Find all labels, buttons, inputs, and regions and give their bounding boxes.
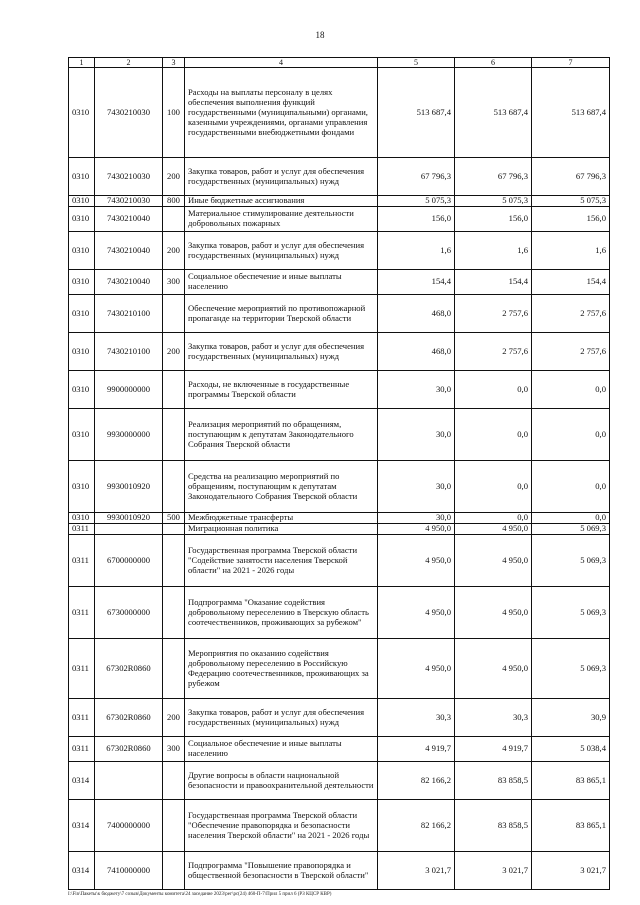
- cell-c6: 0,0: [455, 371, 532, 409]
- cell-c7: 83 865,1: [532, 762, 610, 800]
- cell-c5: 30,0: [378, 513, 455, 524]
- cell-c2: 67302R0860: [95, 699, 163, 737]
- cell-c5: 4 950,0: [378, 639, 455, 699]
- cell-c3: [163, 207, 185, 232]
- cell-c2: [95, 762, 163, 800]
- cell-c3: [163, 587, 185, 639]
- table-row: [69, 270, 610, 295]
- cell-c4: Закупка товаров, работ и услуг для обеспечения государственных (муниципальных) нужд: [185, 158, 378, 196]
- table-row: [69, 852, 610, 890]
- cell-c1: 0311: [69, 587, 95, 639]
- cell-c7: 5 069,3: [532, 524, 610, 535]
- table-row: [69, 639, 610, 699]
- cell-c3: 200: [163, 158, 185, 196]
- cell-c1: 0310: [69, 295, 95, 333]
- table-row: [69, 371, 610, 409]
- table-row: [69, 762, 610, 800]
- cell-c3: [163, 371, 185, 409]
- table-row: [69, 295, 610, 333]
- cell-c6: 4 950,0: [455, 587, 532, 639]
- cell-c4: Социальное обеспечение и иные выплаты населению: [185, 270, 378, 295]
- cell-c5: 30,0: [378, 461, 455, 513]
- cell-c2: 9930010920: [95, 461, 163, 513]
- cell-c6: 2 757,6: [455, 295, 532, 333]
- cell-c4: Иные бюджетные ассигнования: [185, 196, 378, 207]
- cell-c1: 0310: [69, 68, 95, 158]
- cell-c4: Государственная программа Тверской области "Содействие занятости населения Тверской области" на 2021 - 2026 годы: [185, 535, 378, 587]
- cell-c3: [163, 524, 185, 535]
- cell-c7: 3 021,7: [532, 852, 610, 890]
- cell-c3: [163, 409, 185, 461]
- cell-c2: [95, 524, 163, 535]
- cell-c3: [163, 295, 185, 333]
- cell-c5: 154,4: [378, 270, 455, 295]
- cell-c7: 0,0: [532, 371, 610, 409]
- cell-c2: 7430210040: [95, 232, 163, 270]
- cell-c5: 156,0: [378, 207, 455, 232]
- cell-c4: Расходы на выплаты персоналу в целях обеспечения выполнения функций государственными (муниципальными) органами, казенными учреждениями, органами управления государственными внебюджетными фондами: [185, 68, 378, 158]
- cell-c1: 0310: [69, 371, 95, 409]
- cell-c3: 300: [163, 737, 185, 762]
- cell-c7: 0,0: [532, 409, 610, 461]
- cell-c7: 5 069,3: [532, 639, 610, 699]
- column-header: 7: [532, 58, 610, 68]
- cell-c1: 0310: [69, 409, 95, 461]
- cell-c6: 4 950,0: [455, 535, 532, 587]
- cell-c6: 4 950,0: [455, 524, 532, 535]
- cell-c1: 0311: [69, 639, 95, 699]
- budget-table: [68, 57, 610, 890]
- cell-c7: 2 757,6: [532, 295, 610, 333]
- table-row: [69, 158, 610, 196]
- cell-c3: 200: [163, 699, 185, 737]
- cell-c4: Закупка товаров, работ и услуг для обеспечения государственных (муниципальных) нужд: [185, 333, 378, 371]
- cell-c1: 0310: [69, 333, 95, 371]
- table-row: [69, 587, 610, 639]
- table-row: [69, 409, 610, 461]
- cell-c4: Подпрограмма "Оказание содействия добровольному переселению в Тверскую область соотечественников, проживающих за рубежом": [185, 587, 378, 639]
- table-row: [69, 513, 610, 524]
- cell-c5: 4 919,7: [378, 737, 455, 762]
- table-row: [69, 333, 610, 371]
- cell-c1: 0314: [69, 852, 95, 890]
- cell-c5: 30,3: [378, 699, 455, 737]
- cell-c7: 67 796,3: [532, 158, 610, 196]
- cell-c2: 7430210040: [95, 207, 163, 232]
- cell-c2: 7410000000: [95, 852, 163, 890]
- cell-c6: 154,4: [455, 270, 532, 295]
- cell-c7: 5 038,4: [532, 737, 610, 762]
- cell-c4: Обеспечение мероприятий по противопожарной пропаганде на территории Тверской области: [185, 295, 378, 333]
- cell-c7: 0,0: [532, 461, 610, 513]
- column-header: 1: [69, 58, 95, 68]
- cell-c6: 3 021,7: [455, 852, 532, 890]
- cell-c4: Реализация мероприятий по обращениям, поступающим к депутатам Законодательного Собрания Тверской области: [185, 409, 378, 461]
- cell-c1: 0310: [69, 513, 95, 524]
- cell-c1: 0311: [69, 699, 95, 737]
- column-header: 3: [163, 58, 185, 68]
- cell-c6: 0,0: [455, 409, 532, 461]
- cell-c7: 0,0: [532, 513, 610, 524]
- cell-c2: 7430210100: [95, 333, 163, 371]
- cell-c5: 513 687,4: [378, 68, 455, 158]
- cell-c3: 300: [163, 270, 185, 295]
- cell-c4: Миграционная политика: [185, 524, 378, 535]
- cell-c1: 0310: [69, 270, 95, 295]
- file-path-footer: I:\Fin\Пакеты\к бюджету\7 созыв\Документы комитета\24 заседание 2023\рег\рс(24) 460-П-7\Прил 5 прил 6 (РЗ КЦСР КВР): [68, 892, 332, 897]
- cell-c2: 7400000000: [95, 800, 163, 852]
- cell-c3: [163, 461, 185, 513]
- cell-c3: [163, 762, 185, 800]
- cell-c5: 468,0: [378, 333, 455, 371]
- column-header: 2: [95, 58, 163, 68]
- cell-c5: 82 166,2: [378, 800, 455, 852]
- cell-c5: 30,0: [378, 409, 455, 461]
- cell-c3: 200: [163, 333, 185, 371]
- cell-c2: 6730000000: [95, 587, 163, 639]
- cell-c4: Закупка товаров, работ и услуг для обеспечения государственных (муниципальных) нужд: [185, 232, 378, 270]
- cell-c4: Мероприятия по оказанию содействия добровольному переселению в Российскую Федерацию соотечественников, проживающих за рубежом: [185, 639, 378, 699]
- cell-c6: 83 858,5: [455, 800, 532, 852]
- cell-c6: 5 075,3: [455, 196, 532, 207]
- cell-c4: Государственная программа Тверской области "Обеспечение правопорядка и безопасности населения Тверской области" на 2021 - 2026 годы: [185, 800, 378, 852]
- cell-c6: 67 796,3: [455, 158, 532, 196]
- cell-c1: 0311: [69, 524, 95, 535]
- cell-c6: 4 950,0: [455, 639, 532, 699]
- cell-c1: 0310: [69, 158, 95, 196]
- cell-c1: 0310: [69, 232, 95, 270]
- cell-c3: 500: [163, 513, 185, 524]
- cell-c1: 0311: [69, 737, 95, 762]
- cell-c7: 5 069,3: [532, 535, 610, 587]
- table-row: [69, 737, 610, 762]
- cell-c2: 67302R0860: [95, 639, 163, 699]
- cell-c7: 156,0: [532, 207, 610, 232]
- cell-c5: 30,0: [378, 371, 455, 409]
- cell-c5: 4 950,0: [378, 524, 455, 535]
- cell-c4: Закупка товаров, работ и услуг для обеспечения государственных (муниципальных) нужд: [185, 699, 378, 737]
- cell-c1: 0314: [69, 762, 95, 800]
- cell-c3: [163, 800, 185, 852]
- cell-c2: 9930010920: [95, 513, 163, 524]
- cell-c4: Расходы, не включенные в государственные программы Тверской области: [185, 371, 378, 409]
- cell-c1: 0310: [69, 461, 95, 513]
- cell-c1: 0311: [69, 535, 95, 587]
- column-header: 6: [455, 58, 532, 68]
- cell-c2: 67302R0860: [95, 737, 163, 762]
- cell-c7: 5 075,3: [532, 196, 610, 207]
- cell-c2: 7430210040: [95, 270, 163, 295]
- cell-c4: Средства на реализацию мероприятий по обращениям, поступающим к депутатам Законодательного Собрания Тверской области: [185, 461, 378, 513]
- table-row: [69, 461, 610, 513]
- table-header-row: [69, 58, 610, 68]
- cell-c2: 6700000000: [95, 535, 163, 587]
- cell-c6: 513 687,4: [455, 68, 532, 158]
- cell-c6: 4 919,7: [455, 737, 532, 762]
- cell-c7: 513 687,4: [532, 68, 610, 158]
- cell-c4: Материальное стимулирование деятельности добровольных пожарных: [185, 207, 378, 232]
- cell-c6: 1,6: [455, 232, 532, 270]
- table-row: [69, 232, 610, 270]
- cell-c4: Подпрограмма "Повышение правопорядка и общественной безопасности в Тверской области": [185, 852, 378, 890]
- cell-c6: 2 757,6: [455, 333, 532, 371]
- cell-c6: 0,0: [455, 461, 532, 513]
- cell-c4: Межбюджетные трансферты: [185, 513, 378, 524]
- cell-c3: [163, 852, 185, 890]
- cell-c3: 800: [163, 196, 185, 207]
- table-row: [69, 699, 610, 737]
- column-header: 5: [378, 58, 455, 68]
- table-row: [69, 535, 610, 587]
- cell-c2: 7430210100: [95, 295, 163, 333]
- cell-c5: 1,6: [378, 232, 455, 270]
- cell-c5: 67 796,3: [378, 158, 455, 196]
- cell-c5: 4 950,0: [378, 535, 455, 587]
- cell-c3: [163, 535, 185, 587]
- cell-c3: 200: [163, 232, 185, 270]
- cell-c6: 30,3: [455, 699, 532, 737]
- cell-c2: 7430210030: [95, 158, 163, 196]
- cell-c7: 83 865,1: [532, 800, 610, 852]
- cell-c5: 4 950,0: [378, 587, 455, 639]
- table-row: [69, 68, 610, 158]
- cell-c5: 468,0: [378, 295, 455, 333]
- cell-c6: 156,0: [455, 207, 532, 232]
- cell-c6: 83 858,5: [455, 762, 532, 800]
- cell-c3: 100: [163, 68, 185, 158]
- cell-c4: Другие вопросы в области национальной безопасности и правоохранительной деятельности: [185, 762, 378, 800]
- cell-c2: 7430210030: [95, 196, 163, 207]
- table-row: [69, 196, 610, 207]
- page-number: 18: [315, 30, 325, 40]
- cell-c1: 0314: [69, 800, 95, 852]
- cell-c1: 0310: [69, 207, 95, 232]
- cell-c1: 0310: [69, 196, 95, 207]
- cell-c5: 5 075,3: [378, 196, 455, 207]
- cell-c2: 9930000000: [95, 409, 163, 461]
- cell-c6: 0,0: [455, 513, 532, 524]
- cell-c5: 3 021,7: [378, 852, 455, 890]
- table-row: [69, 524, 610, 535]
- cell-c2: 7430210030: [95, 68, 163, 158]
- cell-c3: [163, 639, 185, 699]
- cell-c4: Социальное обеспечение и иные выплаты населению: [185, 737, 378, 762]
- cell-c7: 5 069,3: [532, 587, 610, 639]
- cell-c2: 9900000000: [95, 371, 163, 409]
- column-header: 4: [185, 58, 378, 68]
- table-row: [69, 800, 610, 852]
- cell-c5: 82 166,2: [378, 762, 455, 800]
- table-row: [69, 207, 610, 232]
- cell-c7: 154,4: [532, 270, 610, 295]
- cell-c7: 2 757,6: [532, 333, 610, 371]
- cell-c7: 1,6: [532, 232, 610, 270]
- cell-c7: 30,9: [532, 699, 610, 737]
